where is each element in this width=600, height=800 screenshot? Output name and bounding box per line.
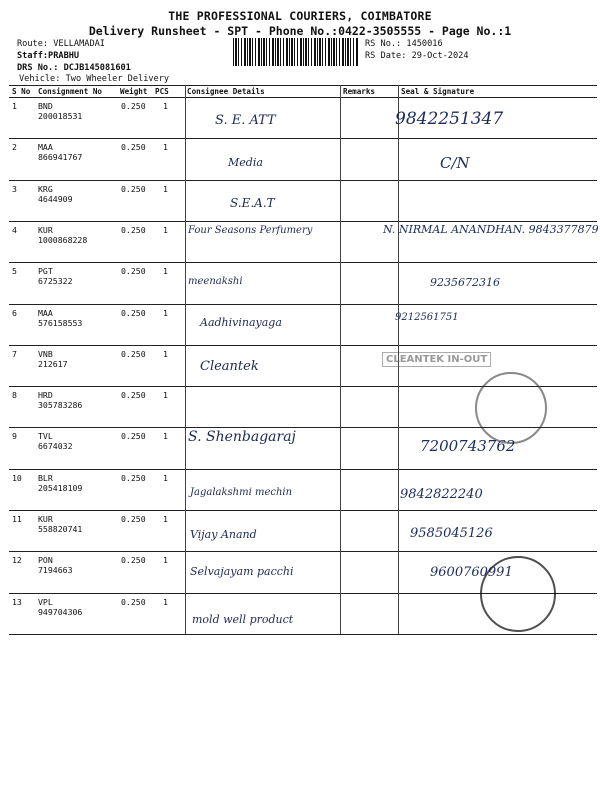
- barcode: [233, 38, 359, 66]
- row-consignment-no: KUR 1000868228: [38, 224, 88, 245]
- table-rule: [9, 138, 597, 139]
- row-sno: 2: [12, 142, 17, 153]
- staff-line: [17, 51, 79, 61]
- company-seal-stamp-2: [480, 556, 556, 632]
- vehicle-value: Two Wheeler Delivery: [65, 74, 170, 84]
- table-rule: [9, 262, 597, 263]
- row-weight: 0.250: [121, 555, 146, 566]
- row-consignment-no: MAA 576158553: [38, 307, 83, 328]
- rs-date-line: [365, 51, 469, 61]
- staff-value: PRABHU: [48, 51, 80, 61]
- cleantek-stamp: CLEANTEK IN-OUT: [382, 352, 491, 367]
- drs-line: [17, 63, 131, 73]
- row-sno: 12: [12, 555, 22, 566]
- row-weight: 0.250: [121, 224, 146, 235]
- row-consignee-handwriting: Aadhivinayaga: [200, 315, 282, 329]
- row-sno: 9: [12, 431, 17, 442]
- row-consignment-no: PON 7194663: [38, 555, 73, 576]
- row-consignee-handwriting: Media: [228, 156, 263, 170]
- runsheet-subtitle: Delivery Runsheet - SPT - Phone No.:0422-3505555 - Page No.:1: [88, 24, 512, 38]
- row-pcs: 1: [163, 514, 168, 524]
- row-pcs: 1: [163, 555, 168, 566]
- row-sno: 7: [12, 348, 17, 359]
- company-seal-stamp: [475, 372, 547, 444]
- table-rule: [9, 551, 597, 552]
- rs-no-line: [365, 39, 443, 49]
- col-header-weight: Weight: [120, 87, 148, 96]
- row-signature-handwriting: 9842822240: [400, 486, 483, 502]
- row-pcs: 1: [163, 307, 168, 318]
- row-consignment-no: TVL 6674032: [38, 431, 73, 452]
- table-column-rule: [340, 85, 341, 634]
- table-rule: [9, 221, 597, 222]
- row-consignment-no: KUR 558820741: [38, 514, 83, 534]
- table-rule: [9, 304, 597, 305]
- row-pcs: 1: [163, 348, 168, 359]
- row-consignee-handwriting: mold well product: [192, 612, 294, 626]
- row-pcs: 1: [163, 596, 168, 607]
- row-signature-handwriting: 9235672316: [430, 276, 500, 290]
- row-consignee-handwriting: Selvajayam pacchi: [190, 565, 294, 579]
- row-sno: 3: [12, 183, 17, 194]
- row-consignee-handwriting: Four Seasons Perfumery: [188, 224, 313, 236]
- table-rule: [9, 345, 597, 346]
- row-sno: 6: [12, 307, 17, 318]
- col-header-consignee: Consignee Details: [187, 87, 265, 96]
- row-consignee-handwriting: S. E. ATT: [215, 113, 276, 128]
- row-consignment-no: BLR 205418109: [38, 472, 83, 493]
- table-rule: [9, 510, 597, 511]
- col-header-seal: Seal & Signature: [401, 87, 475, 96]
- row-weight: 0.250: [121, 472, 146, 483]
- row-sno: 11: [12, 514, 22, 524]
- col-header-remarks: Remarks: [343, 87, 376, 96]
- row-pcs: 1: [163, 266, 168, 277]
- row-signature-handwriting: 9585045126: [410, 526, 493, 541]
- drs-label: DRS No.:: [17, 63, 59, 73]
- vehicle-line: [19, 74, 169, 84]
- row-sno: 4: [12, 224, 17, 235]
- row-pcs: 1: [163, 224, 168, 235]
- col-header-consignment: Consignment No: [38, 87, 103, 96]
- drs-value: DCJB145081601: [63, 63, 131, 73]
- row-weight: 0.250: [121, 390, 146, 401]
- row-signature-handwriting: C/N: [440, 154, 470, 173]
- rs-no-value: 1450016: [406, 39, 443, 49]
- row-consignee-handwriting: S. Shenbagaraj: [188, 429, 296, 446]
- table-rule: [9, 97, 597, 98]
- row-consignment-no: MAA 866941767: [38, 142, 83, 163]
- table-rule: [9, 634, 597, 635]
- row-weight: 0.250: [121, 348, 146, 359]
- table-column-rule: [185, 85, 186, 634]
- row-consignee-handwriting: Vijay Anand: [190, 528, 257, 541]
- row-pcs: 1: [163, 183, 168, 194]
- col-header-pcs: PCS: [155, 87, 169, 96]
- row-pcs: 1: [163, 101, 168, 111]
- row-signature-handwriting: 7200743762: [420, 437, 516, 456]
- row-consignee-handwriting: meenakshi: [188, 276, 243, 288]
- row-weight: 0.250: [121, 142, 146, 153]
- row-signature-handwriting: 9842251347: [395, 109, 504, 129]
- row-consignment-no: KRG 4644909: [38, 183, 73, 204]
- rs-date-value: 29-Oct-2024: [411, 51, 469, 61]
- row-consignment-no: VPL 949704306: [38, 596, 83, 617]
- row-consignment-no: BND 200018531: [38, 101, 83, 121]
- row-consignee-handwriting: Jagalakshmi mechin: [190, 486, 293, 498]
- row-signature-handwriting: 9600760991: [430, 565, 513, 581]
- row-weight: 0.250: [121, 596, 146, 607]
- row-consignment-no: PGT 6725322: [38, 266, 73, 287]
- row-sno: 8: [12, 390, 17, 401]
- row-consignee-handwriting: Cleantek: [200, 358, 259, 374]
- rs-no-label: RS No.:: [365, 39, 402, 49]
- route-label: Route:: [17, 39, 49, 49]
- row-weight: 0.250: [121, 514, 146, 524]
- row-weight: 0.250: [121, 431, 146, 442]
- company-title: THE PROFESSIONAL COURIERS, COIMBATORE: [168, 9, 432, 23]
- row-pcs: 1: [163, 431, 168, 442]
- col-header-sno: S No: [12, 87, 31, 96]
- route-line: [17, 39, 105, 49]
- row-pcs: 1: [163, 142, 168, 153]
- row-weight: 0.250: [121, 101, 146, 111]
- route-value: VELLAMADAI: [53, 39, 105, 49]
- table-rule: [9, 180, 597, 181]
- row-consignment-no: VNB 212617: [38, 348, 68, 369]
- row-signature-handwriting: 9212561751: [395, 311, 459, 323]
- row-consignment-no: HRD 305783286: [38, 390, 83, 411]
- row-sno: 1: [12, 101, 17, 111]
- row-pcs: 1: [163, 472, 168, 483]
- rs-date-label: RS Date:: [365, 51, 407, 61]
- staff-label: Staff:: [17, 51, 49, 61]
- table-rule: [9, 85, 597, 86]
- row-sno: 10: [12, 472, 22, 483]
- vehicle-label: Vehicle:: [19, 74, 61, 84]
- row-sno: 13: [12, 596, 22, 607]
- row-weight: 0.250: [121, 307, 146, 318]
- row-consignee-handwriting: S.E.A.T: [230, 195, 275, 210]
- table-rule: [9, 469, 597, 470]
- row-signature-handwriting: N. NIRMAL ANANDHAN. 9843377879: [383, 222, 599, 236]
- row-sno: 5: [12, 266, 17, 277]
- row-weight: 0.250: [121, 266, 146, 277]
- row-weight: 0.250: [121, 183, 146, 194]
- row-pcs: 1: [163, 390, 168, 401]
